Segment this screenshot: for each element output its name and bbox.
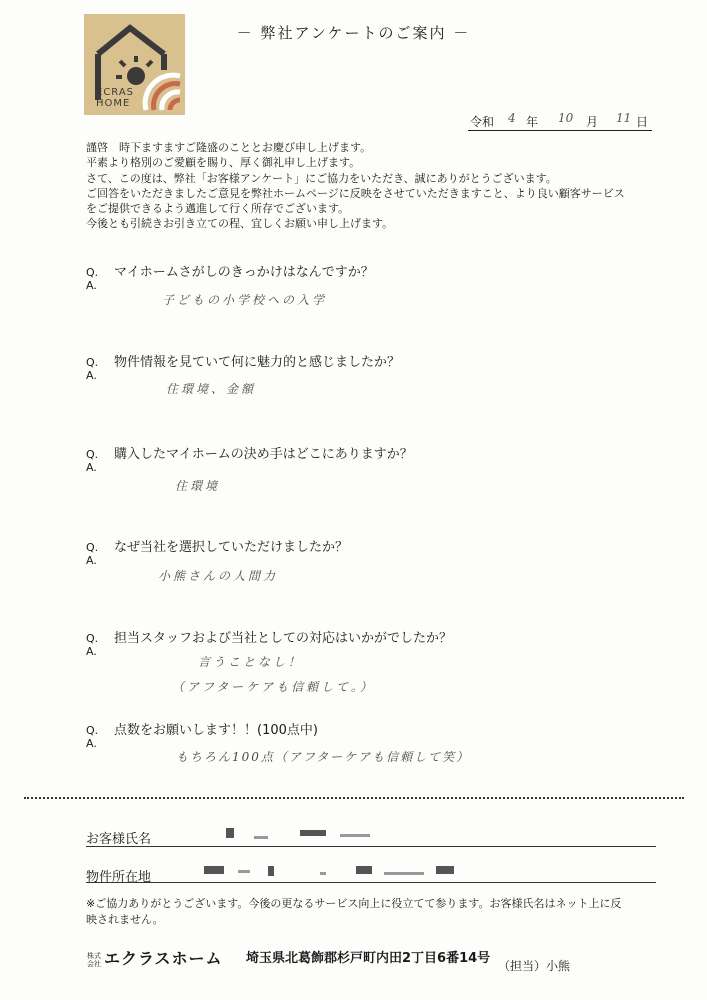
question-label: Q. <box>86 448 99 461</box>
intro-line: ご回答をいただきましたご意見を弊社ホームページに反映をさせていただきますこと、より良い顧客サービス <box>86 186 625 200</box>
date-month-unit: 月 <box>586 115 599 129</box>
staff-in-charge: （担当）小熊 <box>498 959 571 973</box>
intro-line: さて、この度は、弊社「お客様アンケート」にご協力をいただき、誠にありがとうございます。 <box>86 171 557 185</box>
answer-text-3: 住環境 <box>175 479 221 493</box>
company-address: 埼玉県北葛飾郡杉戸町内田2丁目6番14号 <box>246 951 491 966</box>
intro-line: 今後とも引続きお引き立ての程、宜しくお願い申し上げます。 <box>86 217 394 231</box>
redaction-mark <box>268 866 274 876</box>
answer-label-6: A. <box>86 737 97 750</box>
redaction-mark <box>320 872 326 875</box>
question-6 <box>86 719 318 738</box>
question-text: 物件情報を見ていて何に魅力的と感じましたか？ <box>114 355 401 370</box>
answer-text-5a: 言うことなし！ <box>198 655 304 669</box>
question-5 <box>86 627 452 646</box>
customer-name-label: お客様氏名 <box>86 832 152 847</box>
company-type-label: 株式 会社 <box>87 951 101 968</box>
date-day-unit: 日 <box>636 115 649 129</box>
company-name-text: エクラスホーム <box>104 949 223 968</box>
redaction-mark <box>436 866 454 874</box>
customer-name-underline <box>86 846 656 847</box>
answer-text-5b: （アフターケアも信頼して。） <box>172 680 375 694</box>
answer-label-1: A. <box>86 279 97 292</box>
date-year-unit: 年 <box>526 115 539 129</box>
date-line <box>468 110 652 131</box>
question-label: Q. <box>86 724 99 737</box>
question-text: マイホームさがしのきっかけはなんですか？ <box>114 265 374 280</box>
property-location-underline <box>86 882 656 883</box>
dotted-divider <box>24 797 684 799</box>
property-location-label: 物件所在地 <box>86 870 152 885</box>
question-label: Q. <box>86 356 99 369</box>
answer-text-6: もちろん100点（アフターケアも信頼して笑） <box>176 750 471 764</box>
logo-text-line2: HOME <box>96 98 131 109</box>
date-month: 10 <box>558 111 574 125</box>
answer-text-2: 住環境、金額 <box>166 382 257 396</box>
date-day: 11 <box>616 111 632 125</box>
date-era: 令和 <box>470 115 495 129</box>
redaction-mark <box>300 830 326 836</box>
question-label: Q. <box>86 266 99 279</box>
question-2 <box>86 351 400 370</box>
note-line: ※ご協力ありがとうございます。今後の更なるサービス向上に役立てて参ります。お客様氏名はネット上に反 <box>86 897 622 910</box>
question-text: 担当スタッフおよび当社としての対応はいかがでしたか？ <box>114 631 453 646</box>
redaction-mark <box>356 866 372 874</box>
company-name <box>86 946 223 969</box>
redaction-mark <box>254 836 268 839</box>
answer-text-1: 子どもの小学校への入学 <box>162 293 328 307</box>
redaction-mark <box>226 828 234 838</box>
question-1 <box>86 261 374 280</box>
intro-line: 謹啓 時下ますますご隆盛のこととお慶び申し上げます。 <box>86 141 372 154</box>
question-3 <box>86 443 413 462</box>
intro-line: 平素より格別のご愛顧を賜り、厚く御礼申し上げます。 <box>86 156 361 170</box>
answer-label-3: A. <box>86 461 97 474</box>
intro-line: をご提供できるよう邁進して行く所存でございます。 <box>86 202 350 216</box>
answer-label-4: A. <box>86 554 97 567</box>
question-label: Q. <box>86 632 99 645</box>
question-text: なぜ当社を選択していただけましたか？ <box>114 540 349 555</box>
question-4 <box>86 536 348 555</box>
intro-text <box>86 140 646 232</box>
redaction-mark <box>204 866 224 874</box>
note-line: 映されません。 <box>86 913 164 926</box>
answer-text-4: 小熊さんの人間力 <box>158 569 279 583</box>
redaction-mark <box>340 834 370 837</box>
date-year: 4 <box>508 111 516 125</box>
redaction-mark <box>384 872 424 875</box>
answer-label-2: A. <box>86 369 97 382</box>
question-label: Q. <box>86 541 99 554</box>
answer-label-5: A. <box>86 645 97 658</box>
redaction-mark <box>238 870 250 873</box>
logo-text-line1: ECRAS <box>96 87 135 98</box>
question-text: 購入したマイホームの決め手はどこにありますか？ <box>114 447 413 462</box>
privacy-note <box>86 896 686 928</box>
question-text: 点数をお願いします！！(100点中) <box>114 723 318 738</box>
page-title: － 弊社アンケートのご案内 － <box>236 24 471 42</box>
